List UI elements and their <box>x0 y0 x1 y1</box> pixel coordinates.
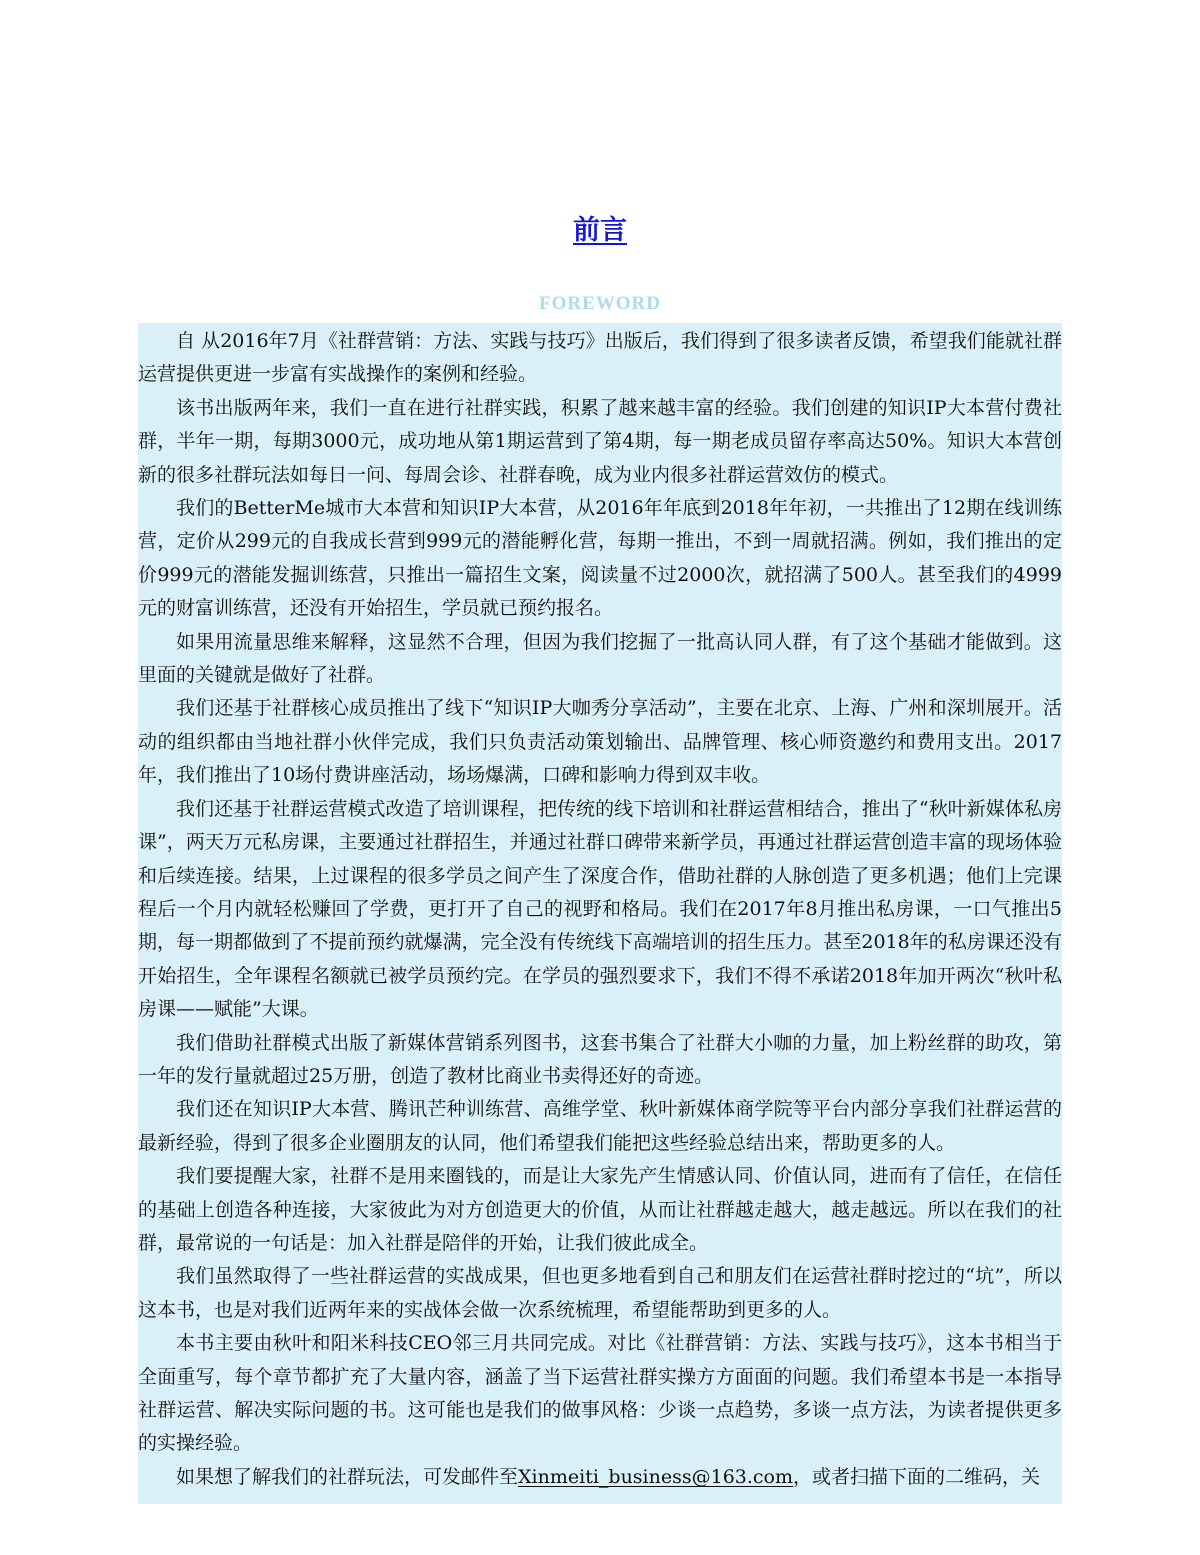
paragraph: 如果用流量思维来解释，这显然不合理，但因为我们挖掘了一批高认同人群，有了这个基础才能做到。这里面的关键就是做好了社群。 <box>138 630 1062 687</box>
paragraph: 我们还基于社群核心成员推出了线下“知识IP大咖秀分享活动”，主要在北京、上海、广州和深圳展开。活动的组织都由当地社群小伙伴完成，我们只负责活动策划输出、品牌管理、核心师资邀约和费用支出。2017年，我们推出了10场付费讲座活动，场场爆满，口碑和影响力得到双丰收。 <box>138 697 1062 787</box>
paragraph: 我们还基于社群运营模式改造了培训课程，把传统的线下培训和社群运营相结合，推出了“秋叶新媒体私房课”，两天万元私房课，主要通过社群招生，并通过社群口碑带来新学员，再通过社群运营创造丰富的现场体验和后续连接。结果，上过课程的很多学员之间产生了深度合作，借助社群的人脉创造了更多机遇；他们上完课程后一个月内就轻松赚回了学费，更打开了自己的视野和格局。我们在2017年8月推出私房课，一口气推出5期，每一期都做到了不提前预约就爆满，完全没有传统线下高端培训的招生压力。甚至2018年的私房课还没有开始招生，全年课程名额就已被学员预约完。在学员的强烈要求下，我们不得不承诺2018年加开两次“秋叶私房课——赋能”大课。 <box>138 797 1062 1021</box>
paragraph-contact <box>138 1461 1062 1494</box>
contact-email-link[interactable]: Xinmeiti_business@163.com <box>518 1465 794 1488</box>
paragraph: 我们要提醒大家，社群不是用来圈钱的，而是让大家先产生情感认同、价值认同，进而有了信任，在信任的基础上创造各种连接，大家彼此为对方创造更大的价值，从而让社群越走越大，越走越远。所以在我们的社群，最常说的一句话是：加入社群是陪伴的开始，让我们彼此成全。 <box>138 1165 1062 1254</box>
paragraph: 我们虽然取得了一些社群运营的实战成果，但也更多地看到自己和朋友们在运营社群时挖过的“坑”，所以这本书，也是对我们近两年来的实战体会做一次系统梳理，希望能帮助到更多的人。 <box>138 1265 1062 1321</box>
chapter-title-link[interactable]: 前言 <box>573 215 627 246</box>
paragraph: 我们的BetterMe城市大本营和知识IP大本营，从2016年年底到2018年年初，一共推出了12期在线训练营，定价从299元的自我成长营到999元的潜能孵化营，每期一推出，不到一周就招满。例如，我们推出的定价999元的潜能发掘训练营，只推出一篇招生文案，阅读量不过2000次，就招满了500人。甚至我们的4999元的财富训练营，还没有开始招生，学员就已预约报名。 <box>138 497 1062 620</box>
contact-text-after: ，或者扫描下面的二维码，关 <box>793 1465 1041 1488</box>
contact-text-before: 如果想了解我们的社群玩法，可发邮件至 <box>176 1465 519 1488</box>
paragraph: 本书主要由秋叶和阳米科技CEO邻三月共同完成。对比《社群营销：方法、实践与技巧》，这本书相当于全面重写，每个章节都扩充了大量内容，涵盖了当下运营社群实操方方面面的问题。我们希望本书是一本指导社群运营、解决实际问题的书。这可能也是我们的做事风格：少谈一点趋势，多谈一点方法，为读者提供更多的实操经验。 <box>138 1332 1062 1455</box>
paragraph: 该书出版两年来，我们一直在进行社群实践，积累了越来越丰富的经验。我们创建的知识IP大本营付费社群，半年一期，每期3000元，成功地从第1期运营到了第4期，每一期老成员留存率高达50%。知识大本营创新的很多社群玩法如每日一问、每周会诊、社群春晚，成为业内很多社群运营效仿的模式。 <box>138 396 1062 486</box>
paragraph: 我们借助社群模式出版了新媒体营销系列图书，这套书集合了社群大小咖的力量，加上粉丝群的助攻，第一年的发行量就超过25万册，创造了教材比商业书卖得还好的奇迹。 <box>138 1031 1062 1087</box>
foreword-label: FOREWORD <box>539 293 661 314</box>
page-title <box>0 0 1200 247</box>
foreword-content <box>138 323 1062 1504</box>
paragraph: 自 从2016年7月《社群营销：方法、实践与技巧》出版后，我们得到了很多读者反馈，希望我们能就社群运营提供更进一步富有实战操作的案例和经验。 <box>138 330 1062 386</box>
paragraph: 我们还在知识IP大本营、腾讯芒种训练营、高维学堂、秋叶新媒体商学院等平台内部分享我们社群运营的最新经验，得到了很多企业圈朋友的认同，他们希望我们能把这些经验总结出来，帮助更多的人。 <box>138 1098 1062 1154</box>
